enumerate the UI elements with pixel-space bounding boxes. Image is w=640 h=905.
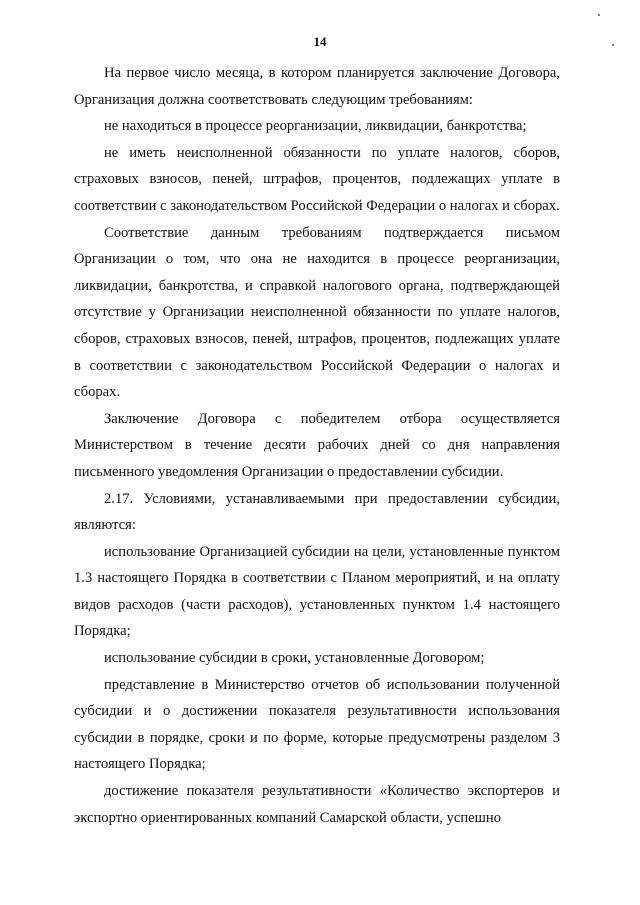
paragraph: На первое число месяца, в котором планируется заключение Договора, Организация должна соответствовать следующим требованиям: (74, 65, 560, 108)
scan-speck (598, 14, 600, 16)
paragraph: представление в Министерство отчетов об использовании полученной субсидии и о достижении показателя результативности использования субсидии в порядке, сроки и по форме, которые предусмотрены разделом 3 настоящего Порядка; (74, 676, 560, 773)
paragraph: Соответствие данным требованиям подтверждается письмом Организации о том, что она не находится в процессе реорганизации, ликвидации, банкротства, и справкой налогового органа, подтверждающей отсутствие у Организации неисполненной обязанности по уплате налогов, сборов, страховых взносов, пеней, штрафов, процентов, подлежащих уплате в соответствии с законодательством Российской Федерации о налогах и сборах. (74, 224, 560, 401)
paragraph: 2.17. Условиями, устанавливаемыми при предоставлении субсидии, являются: (74, 490, 560, 534)
paragraph: не находиться в процессе реорганизации, ликвидации, банкротства; (104, 118, 527, 135)
paragraph: использование Организацией субсидии на цели, установленные пунктом 1.3 настоящего Порядка в соответствии с Планом мероприятий, и на оплату видов расходов (части расходов), установленных пунктом 1.4 настоящего Порядка; (74, 543, 560, 640)
document-body (74, 60, 560, 831)
page-number: 14 (313, 34, 327, 49)
paragraph: не иметь неисполненной обязанности по уплате налогов, сборов, страховых взносов, пеней, штрафов, процентов, подлежащих уплате в соответствии с законодательством Российской Федерации о налогах и сборах. (74, 144, 560, 214)
paragraph: Заключение Договора с победителем отбора осуществляется Министерством в течение десяти рабочих дней со дня направления письменного уведомления Организации о предоставлении субсидии. (74, 410, 560, 480)
paragraph: использование субсидии в сроки, установленные Договором; (104, 650, 485, 667)
paragraph: достижение показателя результативности «Количество экспортеров и экспортно ориентированных компаний Самарской области, успешно (74, 783, 560, 826)
